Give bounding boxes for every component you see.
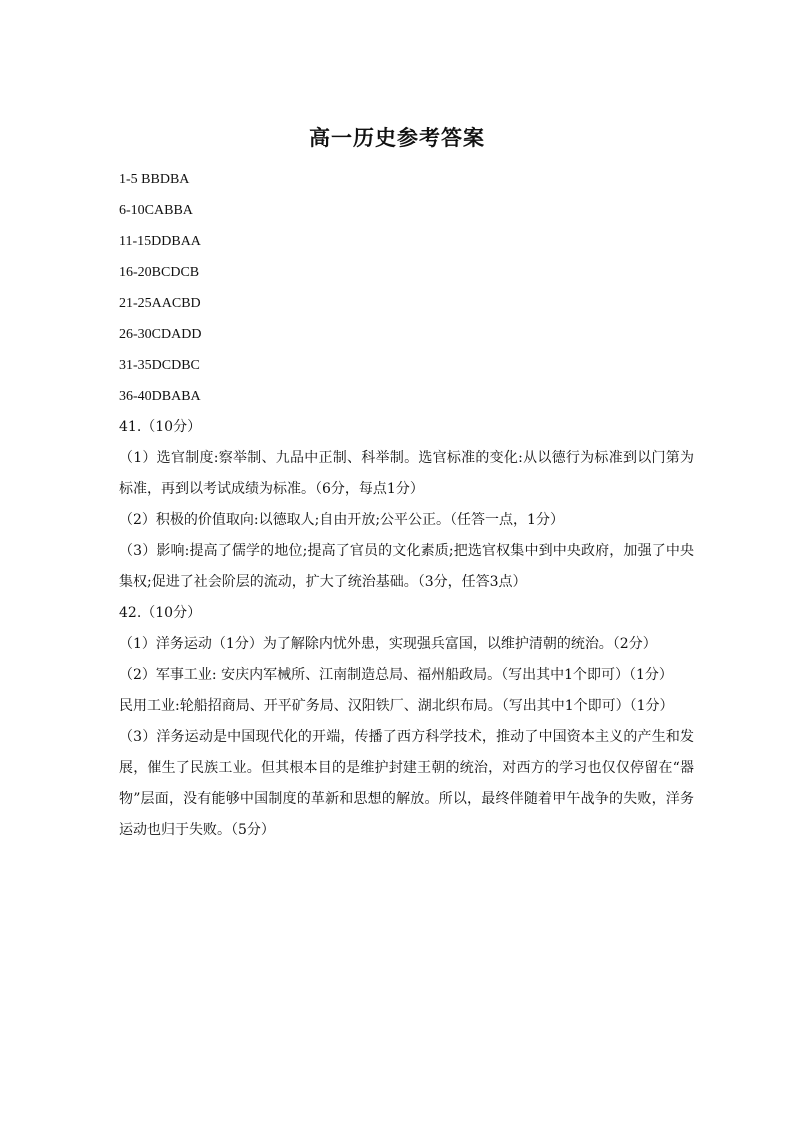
- question-41-part-3: （3）影响:提高了儒学的地位;提高了官员的文化素质;把选官权集中到中央政府，加强了中央集权;促进了社会阶层的流动，扩大了统治基础。（3分，任答3点）: [119, 543, 694, 590]
- essay-answers: [119, 412, 694, 846]
- choice-answer-line: 21-25AACBD: [119, 296, 201, 311]
- question-41-part-2: （2）积极的价值取向:以德取人;自由开放;公平公正。（任答一点，1分）: [119, 512, 564, 528]
- page-title: 高一历史参考答案: [309, 125, 485, 150]
- choice-answer-line: 31-35DCDBC: [119, 358, 200, 373]
- question-41-heading: 41.（10分）: [119, 419, 202, 435]
- question-41-part-1: （1）选官制度:察举制、九品中正制、科举制。选官标准的变化:从以德行为标准到以门第为标准，再到以考试成绩为标准。（6分，每点1分）: [119, 450, 694, 497]
- choice-answer-line: 26-30CDADD: [119, 327, 202, 342]
- question-42-part-2-continued: 民用工业:轮船招商局、开平矿务局、汉阳铁厂、湖北织布局。（写出其中1个即可）（1分）: [119, 698, 674, 714]
- question-42-part-3: （3）洋务运动是中国现代化的开端，传播了西方科学技术，推动了中国资本主义的产生和发展，催生了民族工业。但其根本目的是维护封建王朝的统治，对西方的学习也仅仅停留在“器物”层面，没有能够中国制度的革新和思想的解放。所以，最终伴随着甲午战争的失败，洋务运动也归于失败。（5分）: [119, 729, 694, 838]
- question-42-part-2: （2）军事工业: 安庆内军械所、江南制造总局、福州船政局。（写出其中1个即可）（1分）: [119, 667, 673, 683]
- question-42-heading: 42.（10分）: [119, 605, 202, 621]
- choice-answer-line: 11-15DDBAA: [119, 234, 201, 249]
- choice-answer-line: 1-5 BBDBA: [119, 172, 190, 187]
- choice-answer-line: 36-40DBABA: [119, 389, 201, 404]
- question-42-part-1: （1）洋务运动（1分）为了解除内忧外患，实现强兵富国，以维护清朝的统治。（2分）: [119, 636, 657, 652]
- choice-answers-list: [119, 164, 689, 412]
- choice-answer-line: 6-10CABBA: [119, 203, 193, 218]
- choice-answer-line: 16-20BCDCB: [119, 265, 200, 280]
